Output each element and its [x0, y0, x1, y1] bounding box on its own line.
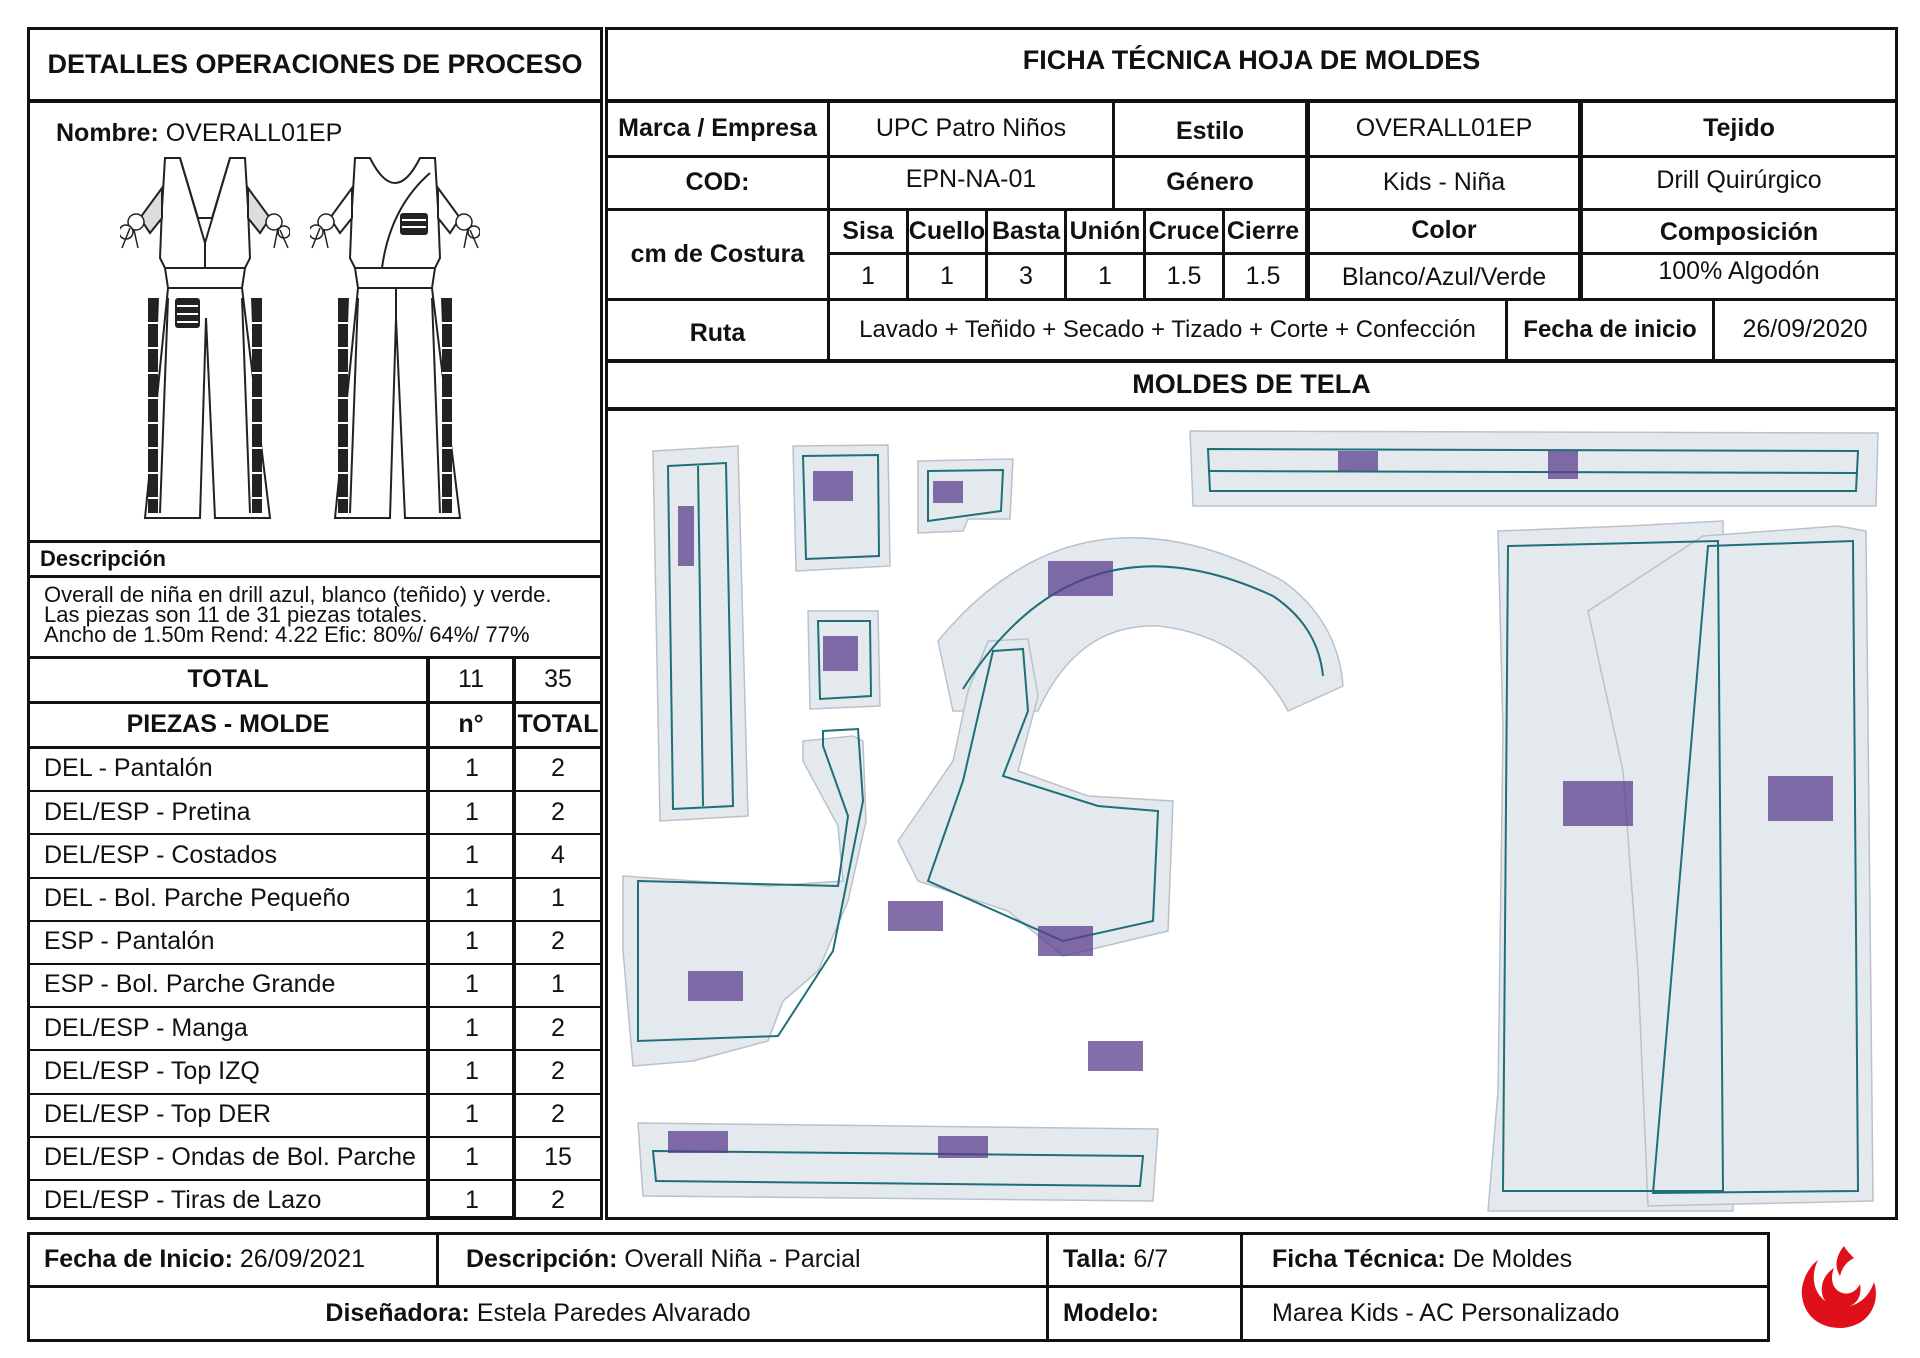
- footer-ficha: [1258, 1235, 1768, 1285]
- left-header-title: DETALLES OPERACIONES DE PROCESO: [47, 49, 583, 80]
- piece-total: 4: [551, 840, 565, 869]
- costura-col-header: Cuello: [908, 216, 986, 245]
- piece-name: DEL/ESP - Top DER: [44, 1099, 271, 1128]
- footer-fecha-label: Fecha de Inicio:: [44, 1245, 233, 1274]
- overall-front-sketch: [120, 148, 290, 528]
- n-column-border: [426, 656, 516, 1220]
- piece-name: ESP - Bol. Parche Grande: [44, 970, 336, 999]
- piece-name: ESP - Pantalón: [44, 927, 215, 956]
- divider: [1240, 1232, 1243, 1342]
- costura-col-value: 1: [940, 261, 954, 290]
- piece-total: 15: [544, 1143, 572, 1172]
- piece-n: 1: [465, 1013, 479, 1042]
- piece-n: 1: [465, 1186, 479, 1215]
- description-text: [44, 582, 552, 647]
- footer-talla-label: Talla:: [1063, 1245, 1127, 1274]
- piece-total: 1: [551, 970, 565, 999]
- cod-label: COD:: [685, 168, 750, 197]
- pieces-header-n: n°: [458, 710, 484, 739]
- color-label: Color: [1411, 216, 1477, 245]
- costura-col-header: Unión: [1069, 216, 1141, 245]
- piece-total: 2: [551, 1013, 565, 1042]
- piece-total: 2: [551, 1056, 565, 1085]
- estilo-value: OVERALL01EP: [1355, 114, 1533, 143]
- overall-back-sketch: [310, 148, 480, 528]
- color-value: Blanco/Azul/Verde: [1341, 262, 1547, 291]
- piece-n: 1: [465, 1143, 479, 1172]
- piece-total: 2: [551, 1186, 565, 1215]
- piece-name: DEL/ESP - Pretina: [44, 797, 251, 826]
- tejido-value: Drill Quirúrgico: [1656, 166, 1822, 195]
- footer-ficha-label: Ficha Técnica:: [1272, 1245, 1446, 1274]
- piece-total: 2: [551, 927, 565, 956]
- piece-total: 2: [551, 1099, 565, 1128]
- fabric-patterns-photo: [608, 411, 1895, 1217]
- piece-n: 1: [465, 797, 479, 826]
- fecha-label: Fecha de inicio: [1523, 315, 1697, 343]
- costura-col-value: 3: [1019, 261, 1033, 290]
- genero-label: Género: [1166, 168, 1254, 197]
- footer-modelo-value: Marea Kids - AC Personalizado: [1272, 1299, 1620, 1328]
- piece-n: 1: [465, 970, 479, 999]
- piece-n: 1: [465, 1099, 479, 1128]
- costura-col-header: Cruce: [1148, 216, 1220, 245]
- piece-name: DEL/ESP - Tiras de Lazo: [44, 1186, 322, 1215]
- upc-logo-icon: [1790, 1238, 1890, 1338]
- tejido-label: Tejido: [1703, 114, 1775, 143]
- piece-n: 1: [465, 840, 479, 869]
- costura-label: cm de Costura: [630, 239, 805, 268]
- piece-total: 2: [551, 797, 565, 826]
- piece-n: 1: [465, 754, 479, 783]
- marca-value: UPC Patro Niños: [875, 114, 1067, 143]
- sketch-area: [30, 103, 600, 543]
- sketch-name-value: OVERALL01EP: [165, 119, 343, 147]
- footer-fecha-value: 26/09/2021: [239, 1245, 366, 1274]
- footer-fecha: [30, 1235, 436, 1285]
- footer-modelo-label: Modelo:: [1063, 1299, 1159, 1328]
- footer-ficha-value: De Moldes: [1452, 1245, 1573, 1274]
- piece-n: 1: [465, 927, 479, 956]
- costura-col-value: 1.5: [1245, 261, 1281, 290]
- piece-name: DEL/ESP - Top IZQ: [44, 1056, 260, 1085]
- piece-n: 1: [465, 883, 479, 912]
- total-label: TOTAL: [187, 665, 269, 694]
- costura-col-header: Cierre: [1226, 216, 1300, 245]
- sketch-name: [56, 119, 342, 148]
- costura-col-value: 1: [861, 261, 875, 290]
- description-heading: Descripción: [40, 546, 166, 571]
- estilo-label: Estilo: [1175, 117, 1245, 146]
- footer-talla: [1049, 1235, 1240, 1285]
- sketch-name-label: Nombre:: [56, 119, 159, 147]
- piece-total: 1: [551, 883, 565, 912]
- footer-disenadora-label: Diseñadora:: [325, 1299, 470, 1328]
- pieces-header-piece: PIEZAS - MOLDE: [126, 710, 330, 739]
- footer-descripcion: [452, 1235, 1046, 1285]
- fecha-value: 26/09/2020: [1742, 315, 1868, 344]
- pieces-header-total: TOTAL: [517, 710, 599, 739]
- costura-col-value: 1.5: [1166, 261, 1202, 290]
- composicion-value: 100% Algodón: [1658, 257, 1820, 286]
- description-line: Ancho de 1.50m Rend: 4.22 Efic: 80%/ 64%/ 77%: [44, 622, 530, 647]
- ficha-title: FICHA TÉCNICA HOJA DE MOLDES: [1022, 45, 1481, 76]
- ruta-label: Ruta: [689, 318, 746, 347]
- piece-name: DEL/ESP - Costados: [44, 840, 277, 869]
- piece-name: DEL/ESP - Manga: [44, 1013, 248, 1042]
- piece-n: 1: [465, 1056, 479, 1085]
- total-n: 11: [458, 665, 484, 694]
- total-total: 35: [544, 665, 572, 694]
- footer-disenadora: [30, 1288, 1046, 1340]
- piece-name: DEL/ESP - Ondas de Bol. Parche: [44, 1143, 416, 1172]
- divider: [27, 575, 603, 578]
- moldes-title: MOLDES DE TELA: [1132, 369, 1371, 400]
- piece-name: DEL - Pantalón: [44, 754, 213, 783]
- costura-col-header: Sisa: [842, 216, 894, 245]
- description-line: Las piezas son 11 de 31 piezas totales.: [44, 602, 428, 627]
- cod-value: EPN-NA-01: [905, 165, 1037, 194]
- marca-label: Marca / Empresa: [618, 114, 817, 143]
- ruta-value: Lavado + Teñido + Secado + Tizado + Corte + Confección: [859, 315, 1476, 343]
- divider: [436, 1232, 439, 1287]
- piece-name: DEL - Bol. Parche Pequeño: [44, 883, 351, 912]
- footer-descripcion-label: Descripción:: [466, 1245, 618, 1274]
- costura-col-header: Basta: [991, 216, 1061, 245]
- composicion-label: Composición: [1659, 218, 1819, 247]
- footer-disenadora-value: Estela Paredes Alvarado: [476, 1299, 751, 1328]
- description-line: Overall de niña en drill azul, blanco (teñido) y verde.: [44, 582, 552, 607]
- footer-descripcion-value: Overall Niña - Parcial: [624, 1245, 861, 1274]
- piece-total: 2: [551, 754, 565, 783]
- footer-talla-value: 6/7: [1133, 1245, 1169, 1274]
- genero-value: Kids - Niña: [1382, 168, 1506, 197]
- divider: [27, 540, 603, 543]
- costura-col-value: 1: [1098, 261, 1112, 290]
